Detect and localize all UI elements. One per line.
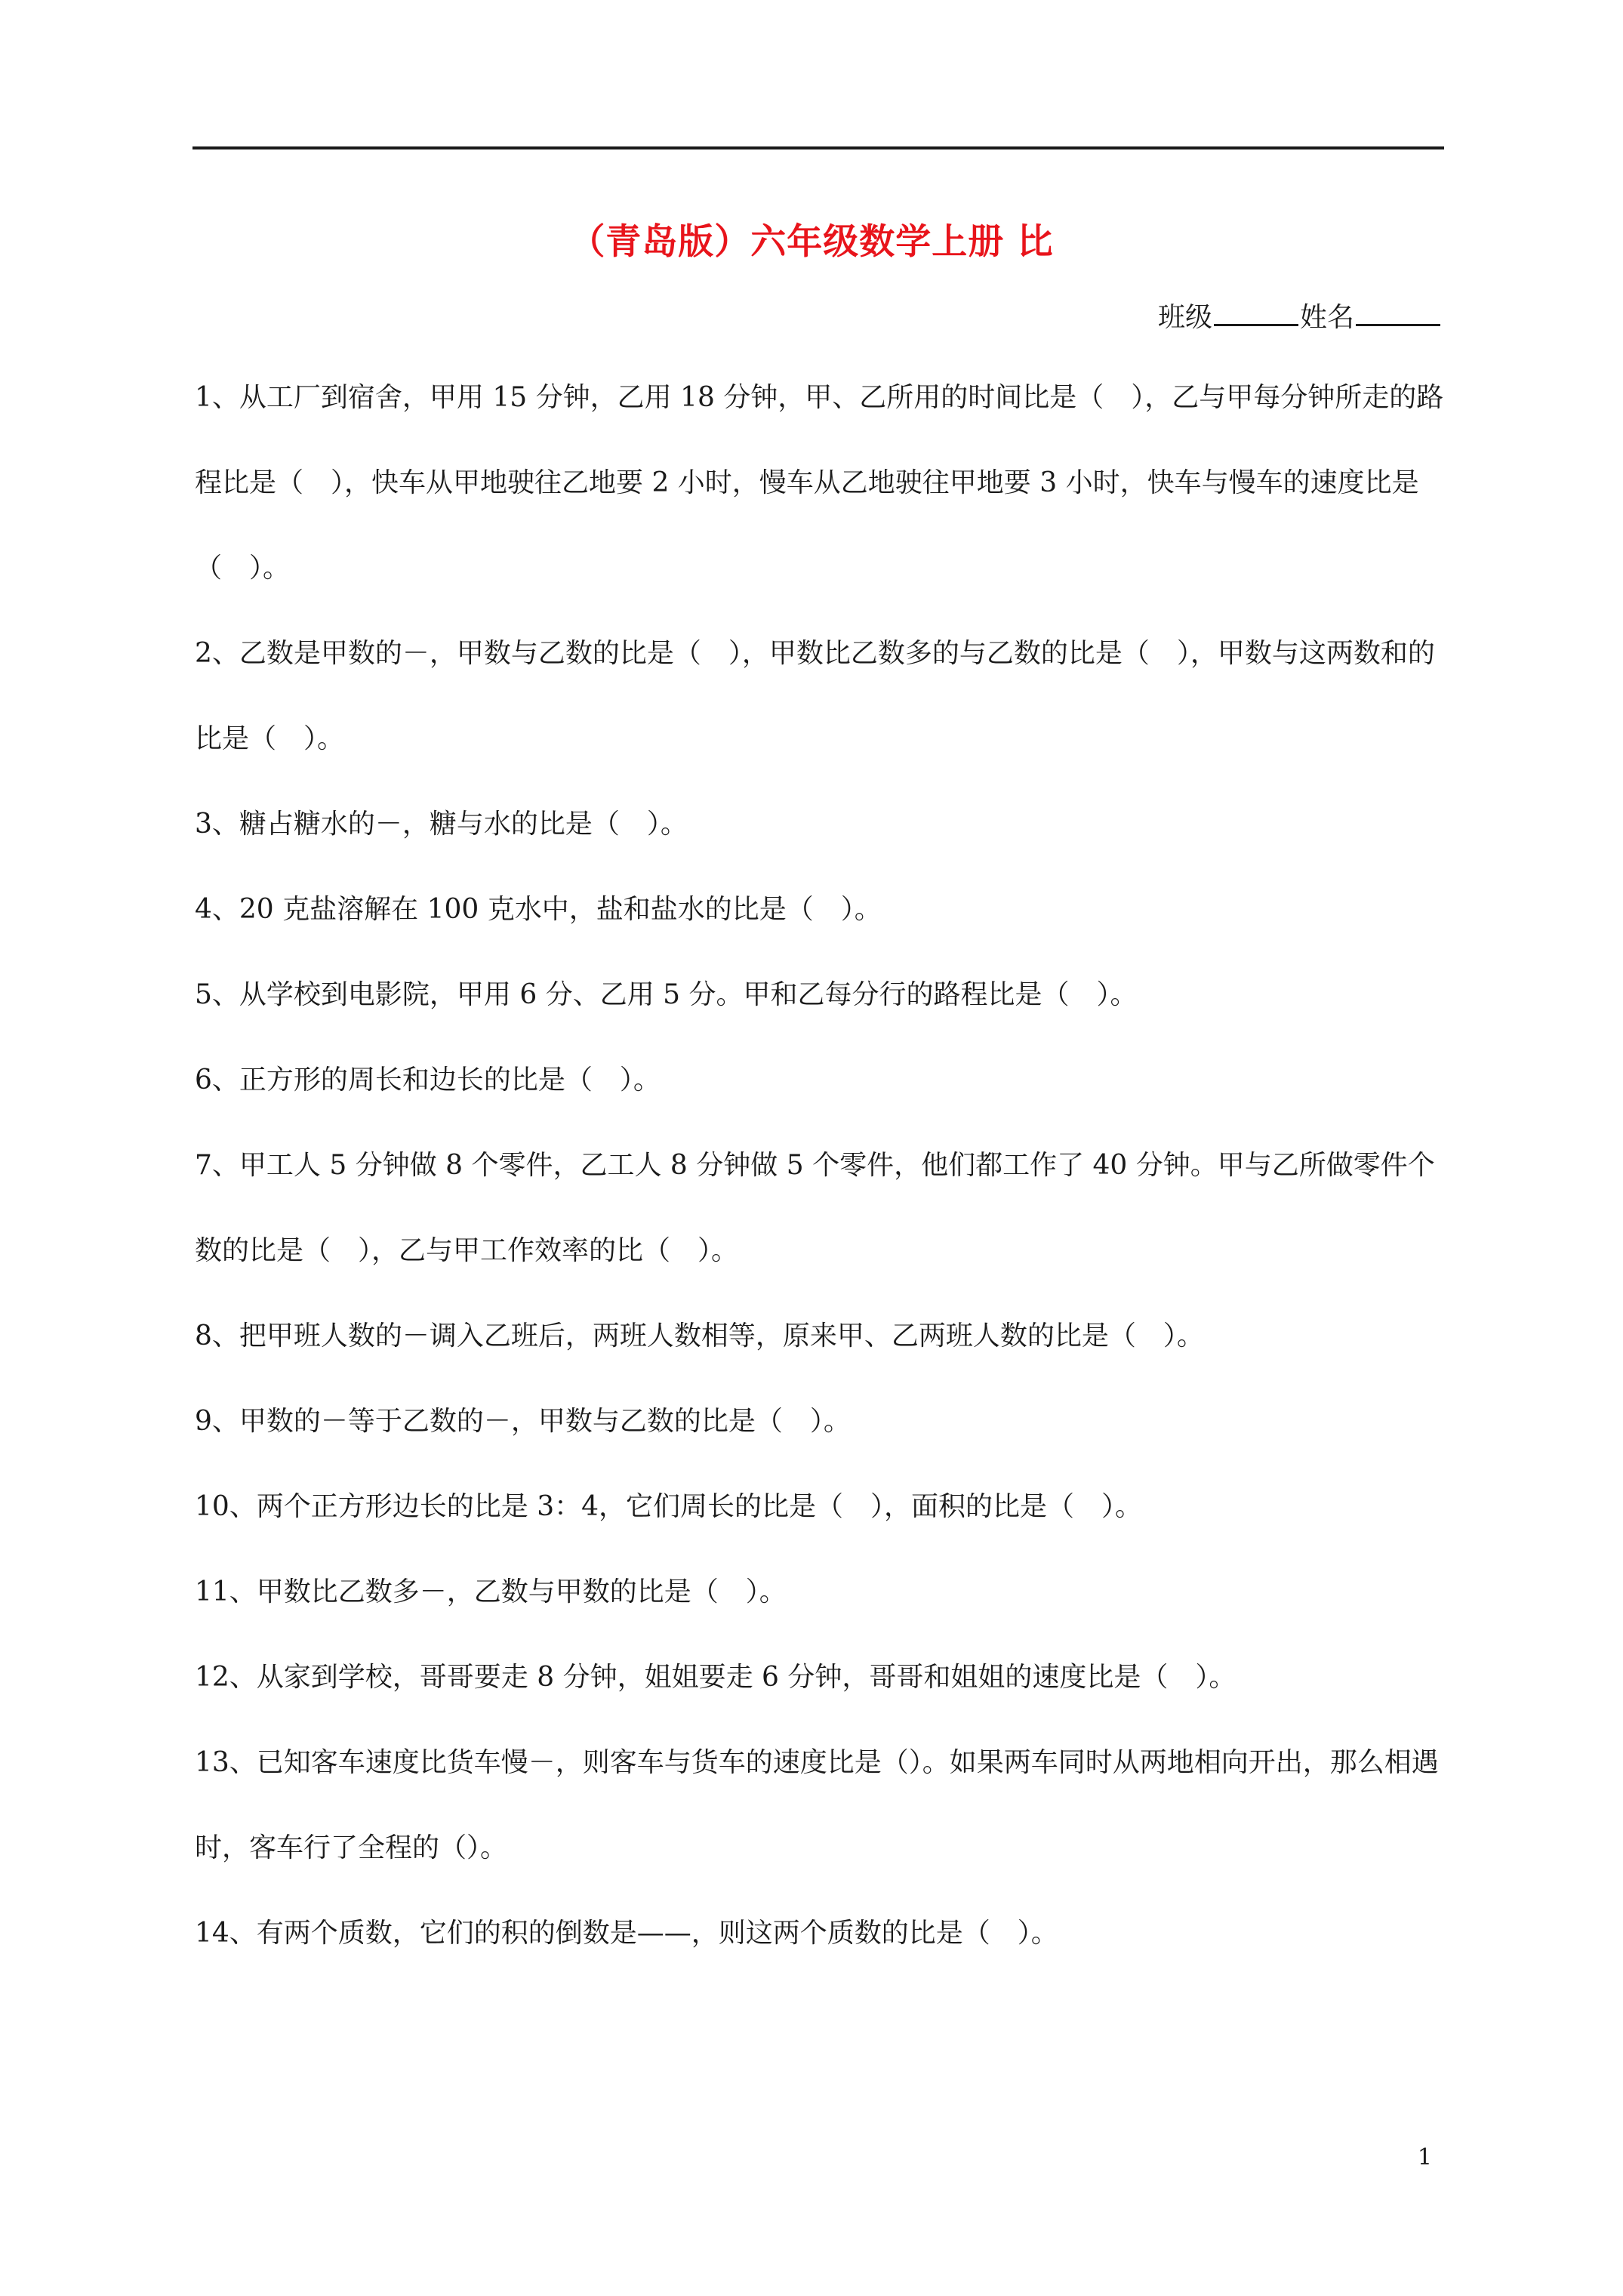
question-2: 2、乙数是甲数的－，甲数与乙数的比是（ ），甲数比乙数多的与乙数的比是（ ），甲数与这两数和的比是（ ）。 (195, 638, 1435, 754)
question-list (195, 355, 1448, 1976)
name-label: 姓名 (1299, 302, 1354, 333)
question-4: 4、20 克盐溶解在 100 克水中，盐和盐水的比是（ ）。 (195, 894, 882, 925)
page-number: 1 (1417, 2144, 1432, 2171)
page-title: （青岛版）六年级数学上册 比 (569, 221, 1054, 263)
question-9: 9、甲数的－等于乙数的－，甲数与乙数的比是（ ）。 (195, 1406, 851, 1437)
class-label: 班级 (1157, 302, 1212, 333)
class-blank[interactable] (1214, 301, 1298, 326)
question-7: 7、甲工人 5 分钟做 8 个零件，乙工人 8 分钟做 5 个零件，他们都工作了 40 分钟。甲与乙所做零件个数的比是（ ），乙与甲工作效率的比（ ）。 (195, 1150, 1435, 1266)
header-rule (192, 146, 1444, 149)
question-14: 14、有两个质数，它们的积的倒数是——，则这两个质数的比是（ ）。 (195, 1918, 1058, 1949)
question-11: 11、甲数比乙数多－，乙数与甲数的比是（ ）。 (195, 1576, 787, 1607)
question-10: 10、两个正方形边长的比是 3：4，它们周长的比是（ ），面积的比是（ ）。 (195, 1491, 1143, 1522)
name-blank[interactable] (1356, 301, 1440, 326)
question-3: 3、糖占糖水的－，糖与水的比是（ ）。 (195, 809, 688, 840)
question-13: 13、已知客车速度比货车慢－，则客车与货车的速度比是（）。如果两车同时从两地相向开出，那么相遇时，客车行了全程的（）。 (195, 1747, 1439, 1863)
question-1: 1、从工厂到宿舍，甲用 15 分钟，乙用 18 分钟，甲、乙所用的时间比是（ ），乙与甲每分钟所走的路程比是（ ），快车从甲地驶往乙地要 2 小时，慢车从乙地驶往甲地要 3 小时，快车与慢车的速度比是（ ）。 (195, 382, 1444, 584)
question-6: 6、正方形的周长和边长的比是（ ）。 (195, 1065, 661, 1096)
question-12: 12、从家到学校，哥哥要走 8 分钟，姐姐要走 6 分钟，哥哥和姐姐的速度比是（ ）。 (195, 1662, 1236, 1693)
question-5: 5、从学校到电影院，甲用 6 分、乙用 5 分。甲和乙每分行的路程比是（ ）。 (195, 979, 1138, 1010)
question-8: 8、把甲班人数的－调入乙班后，两班人数相等，原来甲、乙两班人数的比是（ ）。 (195, 1321, 1204, 1351)
class-name-line (1158, 296, 1442, 334)
